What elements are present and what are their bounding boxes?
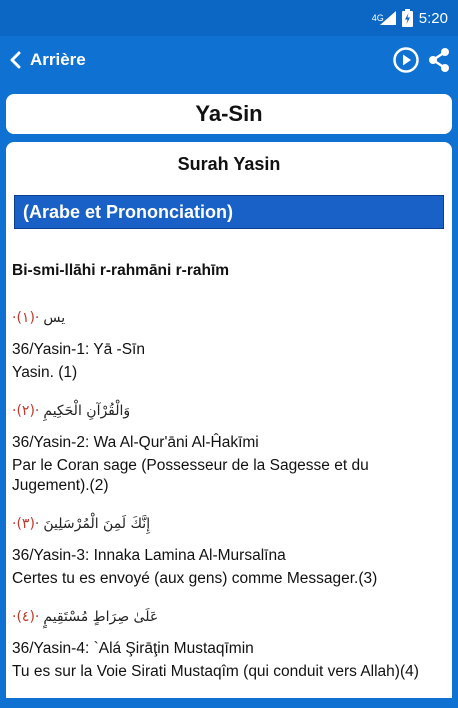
verse-item: [12, 595, 444, 682]
verse-arabic-text: وَالْقُرْآنِ الْحَكِيمِ: [43, 403, 131, 419]
verse-item: [12, 389, 444, 496]
section-header: [14, 195, 444, 229]
verse-arabic-text: عَلَىٰ صِرَاطٍ مُسْتَقِيمٍ: [43, 609, 159, 625]
verse-list: [12, 296, 444, 688]
play-button[interactable]: [392, 46, 420, 74]
verse-arabic: [12, 502, 444, 546]
status-time: 5:20: [418, 9, 448, 27]
verse-arabic: [12, 595, 444, 639]
status-bar: [0, 0, 458, 36]
network-indicator: [372, 11, 396, 25]
share-button[interactable]: [426, 46, 452, 74]
battery-icon: [402, 9, 413, 27]
back-button[interactable]: [8, 36, 86, 84]
surah-title: Surah Yasin: [177, 154, 281, 174]
verse-translation: Par le Coran sage (Possesseur de la Sagesse et du Jugement).(2): [12, 457, 369, 494]
ayah-number-mark: ·(٤)·: [12, 609, 40, 625]
content-card[interactable]: [6, 142, 452, 698]
verse-transliteration: 36/Yasin-1: Yā -Sīn: [12, 341, 145, 358]
play-circle-icon: [392, 46, 420, 74]
page-title: Ya-Sin: [195, 101, 263, 126]
verse-translation: Tu es sur la Voie Sirati Mustaqîm (qui conduit vers Allah)(4): [12, 663, 419, 680]
share-icon: [426, 46, 452, 74]
signal-icon: [380, 11, 396, 25]
verse-transliteration: 36/Yasin-4: `Alá Şirāţin Mustaqīmin: [12, 640, 254, 657]
chevron-left-icon: [8, 51, 22, 69]
verse-arabic-text: إِنَّكَ لَمِنَ الْمُرْسَلِينَ: [43, 516, 151, 532]
verse-arabic: [12, 296, 444, 340]
verse-translation: Certes tu es envoyé (aux gens) comme Messager.(3): [12, 570, 378, 587]
verse-arabic: [12, 389, 444, 433]
ayah-number-mark: ·(٢)·: [12, 403, 40, 419]
section-header-label: (Arabe et Prononciation): [23, 201, 234, 222]
ayah-number-mark: ·(٣)·: [12, 516, 40, 532]
verse-item: [12, 502, 444, 589]
back-button-label: Arrière: [30, 50, 86, 69]
verse-item: [12, 296, 444, 383]
basmala-text: Bi-smi-llāhi r-rahmāni r-rahīm: [12, 262, 230, 279]
network-type-label: 4G: [371, 13, 384, 23]
verse-translation: Yasin. (1): [12, 364, 78, 381]
verse-transliteration: 36/Yasin-3: Innaka Lamina Al-Mursalīna: [12, 547, 286, 564]
verse-transliteration: 36/Yasin-2: Wa Al-Qur'āni Al-Ĥakīmi: [12, 434, 259, 451]
ayah-number-mark: ·(١)·: [12, 310, 40, 326]
toolbar: [0, 36, 458, 84]
title-card: [6, 94, 452, 134]
verse-arabic-text: يس: [43, 310, 66, 326]
